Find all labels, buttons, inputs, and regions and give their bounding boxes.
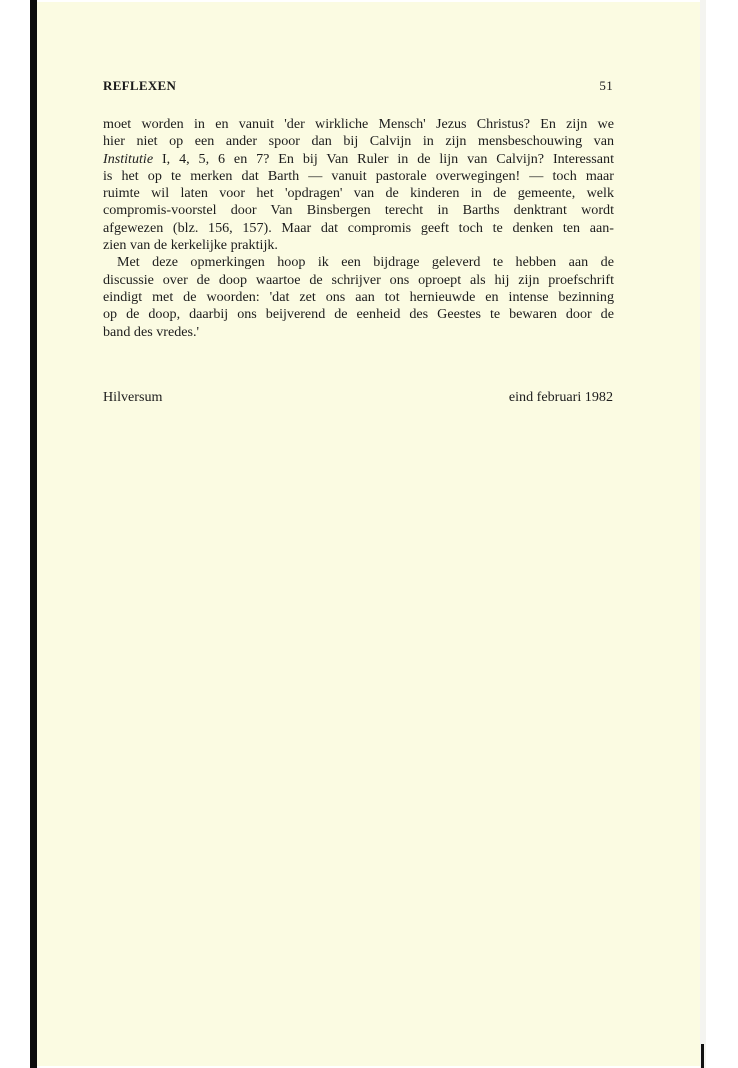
text-line: afgewezen (blz. 156, 157). Maar dat compromis geeft toch te denken ten aan- [103,219,614,236]
text-line: ruimte wil laten voor het 'opdragen' van de kinderen in de gemeente, welk [103,185,614,202]
paragraph-2 [103,254,614,340]
text-line: moet worden in en vanuit 'der wirkliche Mensch' Jezus Christus? En zijn we [103,116,614,132]
running-head-title: REFLEXEN [103,78,177,93]
closing-date: eind februari 1982 [508,389,613,405]
paragraph-1 [103,116,614,254]
text-fragment: I, 4, 5, 6 en 7? En bij Van Ruler in de lijn van Calvijn? Interessant [153,150,614,167]
text-line: compromis-voorstel door Van Binsbergen terecht in Barths denktrant wordt [103,202,614,219]
text-line: band des vredes.' [103,323,200,340]
closing-line [103,389,613,406]
scan-left-edge [30,0,37,1068]
running-head [103,78,613,94]
text-line: hier niet op een ander spoor dan bij Calvijn in zijn mensbeschouwing van [103,133,614,150]
closing-place: Hilversum [103,389,163,405]
text-line: Met deze opmerkingen hoop ik een bijdrage geleverd te hebben aan de [117,254,614,271]
text-line [103,151,614,168]
text-line: is het op te merken dat Barth — vanuit pastorale overwegingen! — toch maar [103,167,614,184]
body-text [103,116,614,341]
text-line: op de doop, daarbij ons beijverend de eenheid des Geestes te bewaren door de [103,306,614,323]
scan-right-edge [700,0,706,1068]
scan-right-mark [701,1044,704,1068]
italic-title: Institutie [103,150,154,167]
text-line: zien van de kerkelijke praktijk. [103,237,278,254]
text-line: discussie over de doop waartoe de schrijver ons oproept als hij zijn proefschrift [103,271,614,288]
page-number: 51 [599,78,613,93]
text-line: eindigt met de woorden: 'dat zet ons aan tot hernieuwde en intense bezinning [103,288,614,305]
